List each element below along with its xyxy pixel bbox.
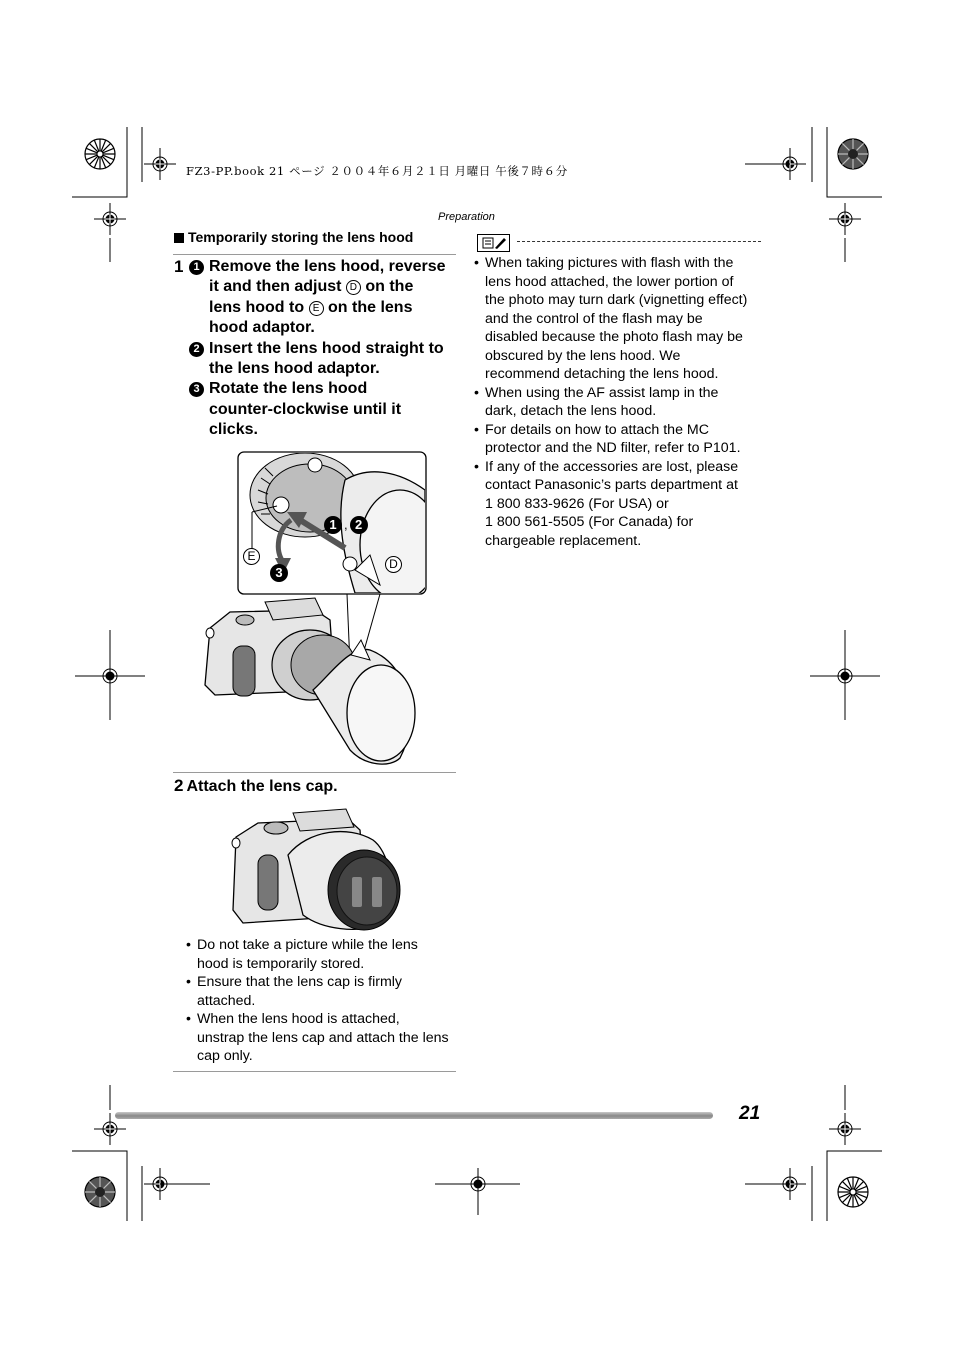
lens-cap-illustration <box>228 805 403 933</box>
list-item: • When the lens hood is attached, unstrap the lens cap and attach the lens cap only. <box>186 1010 461 1066</box>
divider <box>173 1071 456 1072</box>
section-heading: Temporarily storing the lens hood <box>174 229 413 245</box>
label-e-icon: E <box>309 301 324 316</box>
footer-bar <box>115 1112 713 1119</box>
print-header: FZ3-PP.book 21 ページ ２００４年６月２１日 月曜日 午後７時６分 <box>186 164 568 178</box>
substep-2: 2 Insert the lens hood straight to the lens hood adaptor. <box>189 339 457 380</box>
circled-number-icon: 3 <box>189 382 204 397</box>
circled-number-icon: 1 <box>189 260 204 275</box>
page-number: 21 <box>739 1103 761 1124</box>
figure-label-e: E <box>243 548 260 565</box>
list-item: • When using the AF assist lamp in the dark, detach the lens hood. <box>474 384 764 421</box>
step2-instruction: 2 Attach the lens cap. <box>174 776 338 795</box>
step2-notes <box>186 936 461 1066</box>
list-item: • If any of the accessories are lost, please contact Panasonic’s parts department at 1 800 833-9626 (For USA) or 1 800 561-5505 (For Canada) for chargeable replacement. <box>474 458 764 551</box>
step-number: 1 <box>174 257 184 276</box>
note-divider <box>517 241 761 242</box>
figure-label-step-3: 3 <box>270 564 288 582</box>
step1-instructions <box>189 257 457 441</box>
circled-number-icon: 2 <box>189 342 204 357</box>
divider <box>173 772 456 773</box>
figure-label-steps-1-2: 1 , 2 <box>324 516 368 534</box>
list-item: • Do not take a picture while the lens hood is temporarily stored. <box>186 936 461 973</box>
square-bullet-icon <box>174 233 184 243</box>
list-item: • For details on how to attach the MC protector and the ND filter, refer to P101. <box>474 421 764 458</box>
notes-list <box>474 254 764 550</box>
section-label: Preparation <box>438 211 495 223</box>
label-d-icon: D <box>346 280 361 295</box>
lens-hood-illustration <box>195 450 435 770</box>
list-item: • Ensure that the lens cap is firmly attached. <box>186 973 461 1010</box>
substep-1: 1 Remove the lens hood, reverse it and then adjust D on the lens hood to E on the lens hood adaptor. <box>189 257 457 339</box>
list-item: • When taking pictures with flash with the lens hood attached, the lower portion of the photo may turn dark (vignetting effect) and the control of the flash may be disabled because the photo flash may be obscured by the lens hood. We recommend detaching the lens hood. <box>474 254 764 384</box>
memo-pencil-icon <box>477 234 510 252</box>
figure-label-d: D <box>385 556 402 573</box>
substep-3: 3 Rotate the lens hood counter-clockwise until it clicks. <box>189 379 457 440</box>
divider <box>173 254 456 255</box>
